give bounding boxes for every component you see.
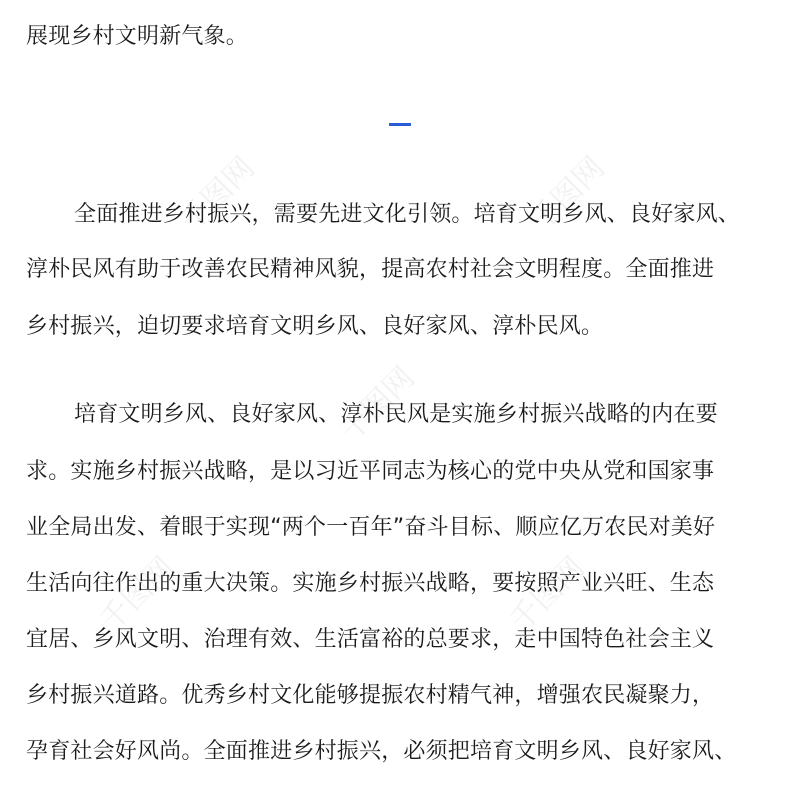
- paragraph-line: 全面推进乡村振兴，需要先进文化引领。培育文明乡风、良好家风、: [74, 202, 741, 227]
- paragraph-line: 培育文明乡风、良好家风、淳朴民风是实施乡村振兴战略的内在要: [74, 402, 718, 427]
- paragraph-line: 乡村振兴道路。优秀乡村文化能够提振农村精气神，增强农民凝聚力，: [26, 683, 715, 708]
- watermark: 千图网: [333, 360, 422, 449]
- paragraph-line: 业全局出发、着眼于实现“两个一百年”奋斗目标、顺应亿万农民对美好: [26, 515, 716, 540]
- paragraph-line: 乡村振兴，迫切要求培育文明乡风、良好家风、淳朴民风。: [26, 314, 604, 339]
- watermark: 千图网: [523, 150, 612, 239]
- watermark: 千图网: [503, 550, 592, 639]
- paragraph-line: 求。实施乡村振兴战略，是以习近平同志为核心的党中央从党和国家事: [26, 459, 715, 484]
- watermark: 千图网: [173, 150, 262, 239]
- watermark: 千图网: [93, 550, 182, 639]
- paragraph-line: 孕育社会好风尚。全面推进乡村振兴，必须把培育文明乡风、良好家风、: [26, 739, 737, 764]
- paragraph-line: 宜居、乡风文明、治理有效、生活富裕的总要求，走中国特色社会主义: [26, 627, 715, 652]
- paragraph-line: 展现乡村文明新气象。: [26, 24, 249, 49]
- paragraph-line: 淳朴民风有助于改善农民精神风貌，提高农村社会文明程度。全面推进: [26, 257, 715, 282]
- section-divider: [389, 123, 411, 126]
- paragraph-line: 生活向往作出的重大决策。实施乡村振兴战略，要按照产业兴旺、生态: [26, 571, 715, 596]
